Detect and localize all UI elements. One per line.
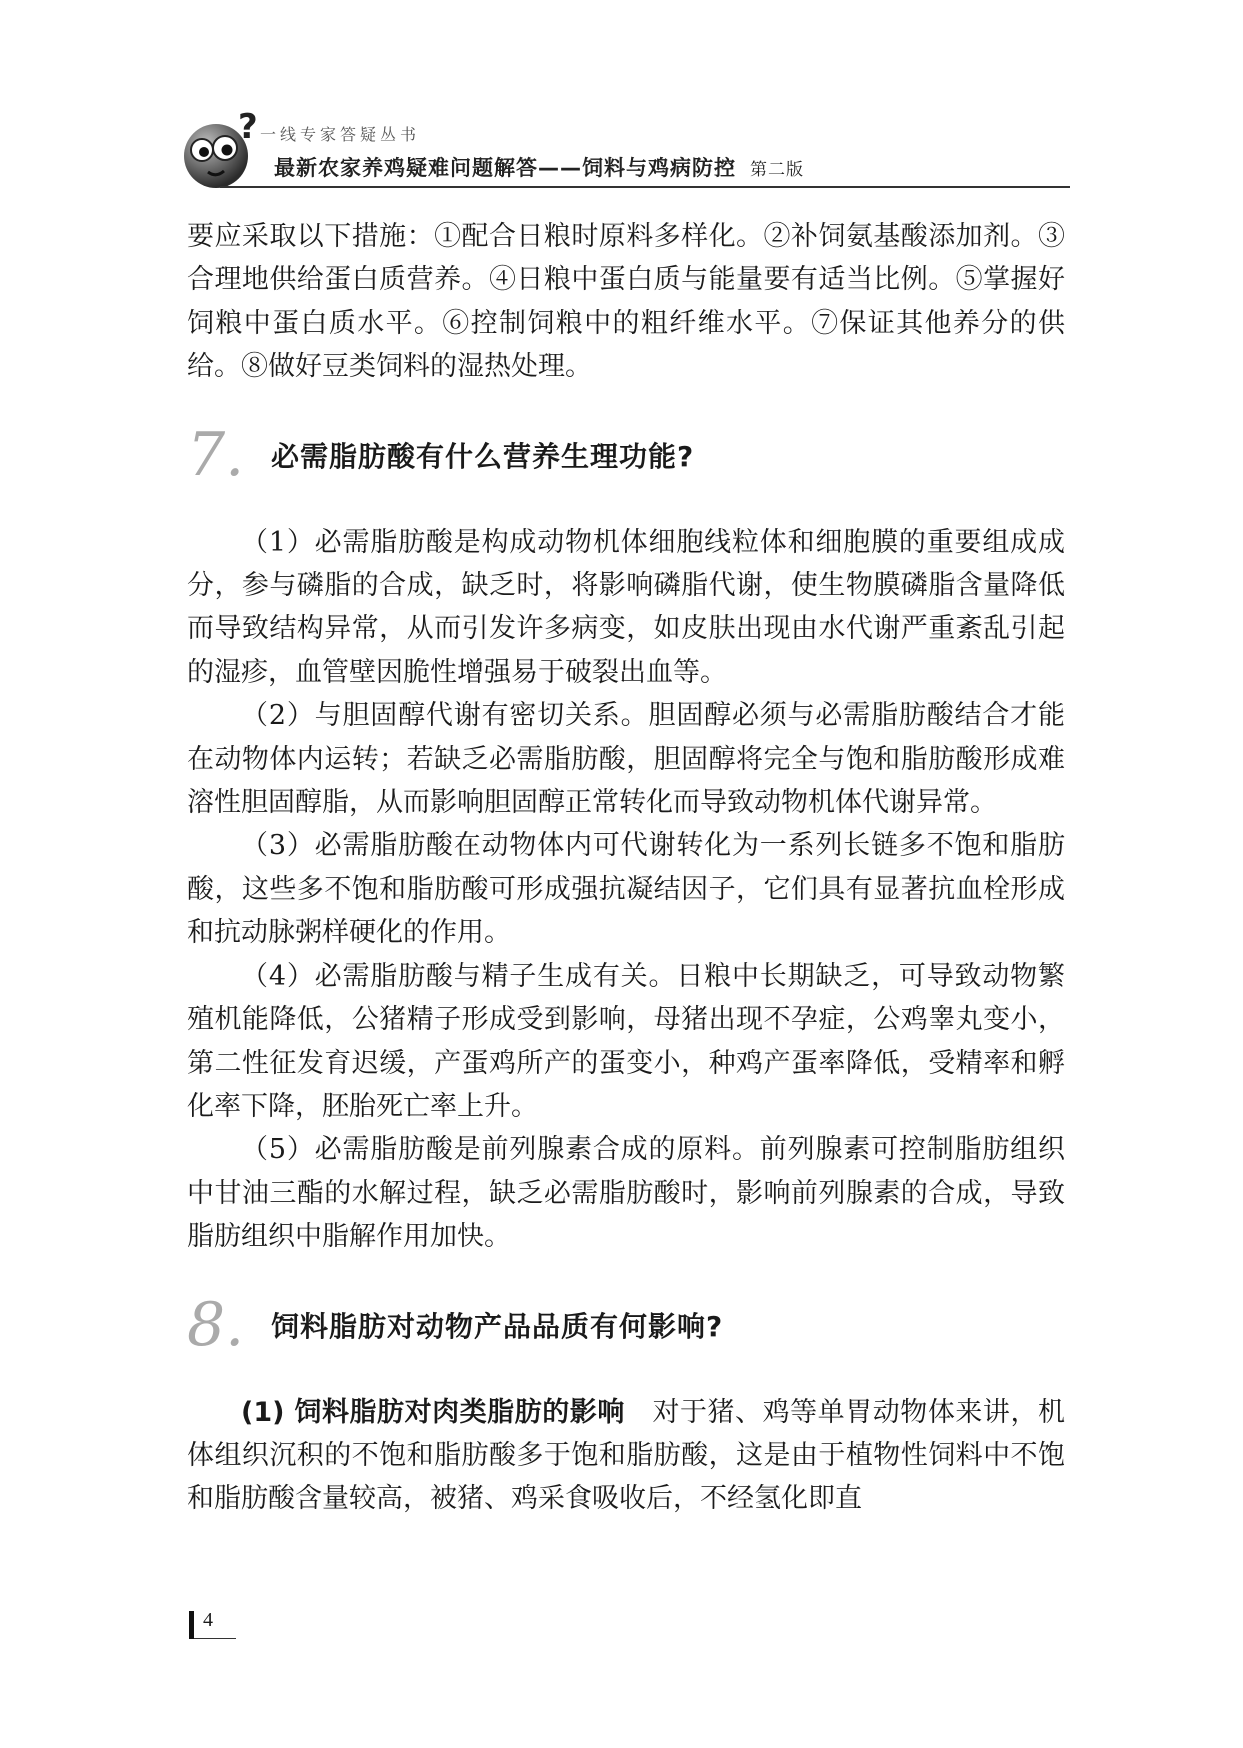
book-title: [274, 152, 804, 182]
page-footer: [189, 1607, 249, 1641]
series-name: 一线专家答疑丛书: [260, 125, 421, 144]
cartoon-face-logo-icon: [180, 108, 262, 190]
section-7-title: 必需脂肪酸有什么营养生理功能?: [271, 439, 695, 473]
section-7-number: 7.: [187, 419, 245, 490]
svg-text:?: ?: [238, 108, 258, 147]
footer-rule: [194, 1638, 236, 1639]
section-8-lead-heading: (1) 饲料脂肪对肉类脂肪的影响: [241, 1396, 625, 1428]
section-7-paragraph-5: （5）必需脂肪酸是前列腺素合成的原料。前列腺素可控制脂肪组织中甘油三酯的水解过程，缺乏必需脂肪酸时，影响前列腺素的合成，导致脂肪组织中脂解作用加快。: [187, 1134, 1065, 1253]
running-header: [180, 100, 1070, 190]
section-8-title: 饲料脂肪对动物产品品质有何影响?: [271, 1309, 724, 1343]
page-number: 4: [203, 1609, 213, 1631]
header-rule: [220, 186, 1070, 188]
edition-label: 第二版: [750, 160, 804, 180]
section-7-paragraph-1: （1）必需脂肪酸是构成动物机体细胞线粒体和细胞膜的重要组成成分，参与磷脂的合成，缺乏时，将影响磷脂代谢，使生物膜磷脂含量降低而导致结构异常，从而引发许多病变，如皮肤出现由水代谢严重紊乱引起的湿疹，血管壁因脆性增强易于破裂出血等。: [187, 526, 1065, 688]
section-8-paragraph-1: [187, 1391, 1065, 1521]
section-8-number: 8.: [187, 1289, 245, 1360]
section-8-heading: [187, 1285, 1065, 1365]
footer-bar: [189, 1611, 194, 1639]
book-title-text: 最新农家养鸡疑难问题解答——饲料与鸡病防控: [274, 156, 736, 180]
section-7-paragraph-3: （3）必需脂肪酸在动物体内可代谢转化为一系列长链多不饱和脂肪酸，这些多不饱和脂肪酸可形成强抗凝结因子，它们具有显著抗血栓形成和抗动脉粥样硬化的作用。: [187, 830, 1065, 949]
intro-paragraph: 要应采取以下措施：①配合日粮时原料多样化。②补饲氨基酸添加剂。③合理地供给蛋白质营养。④日粮中蛋白质与能量要有适当比例。⑤掌握好饲粮中蛋白质水平。⑥控制饲粮中的粗纤维水平。⑦保证其他养分的供给。⑧做好豆类饲料的湿热处理。: [187, 221, 1065, 383]
section-7-heading: [187, 415, 1065, 495]
page-body: [187, 215, 1065, 1521]
section-7-paragraph-2: （2）与胆固醇代谢有密切关系。胆固醇必须与必需脂肪酸结合才能在动物体内运转；若缺乏必需脂肪酸，胆固醇将完全与饱和脂肪酸形成难溶性胆固醇脂，从而影响胆固醇正常转化而导致动物机体代谢异常。: [187, 700, 1065, 819]
section-7-paragraph-4: （4）必需脂肪酸与精子生成有关。日粮中长期缺乏，可导致动物繁殖机能降低，公猪精子形成受到影响，母猪出现不孕症，公鸡睾丸变小，第二性征发育迟缓，产蛋鸡所产的蛋变小，种鸡产蛋率降低，受精率和孵化率下降，胚胎死亡率上升。: [187, 960, 1065, 1122]
section-8-lead-text: 对于猪、鸡等单胃动物体来讲，机体组织沉积的不饱和脂肪酸多于饱和脂肪酸，这是由于植物性饲料中不饱和脂肪酸含量较高，被猪、鸡采食吸收后，不经氢化即直: [187, 1396, 1065, 1515]
